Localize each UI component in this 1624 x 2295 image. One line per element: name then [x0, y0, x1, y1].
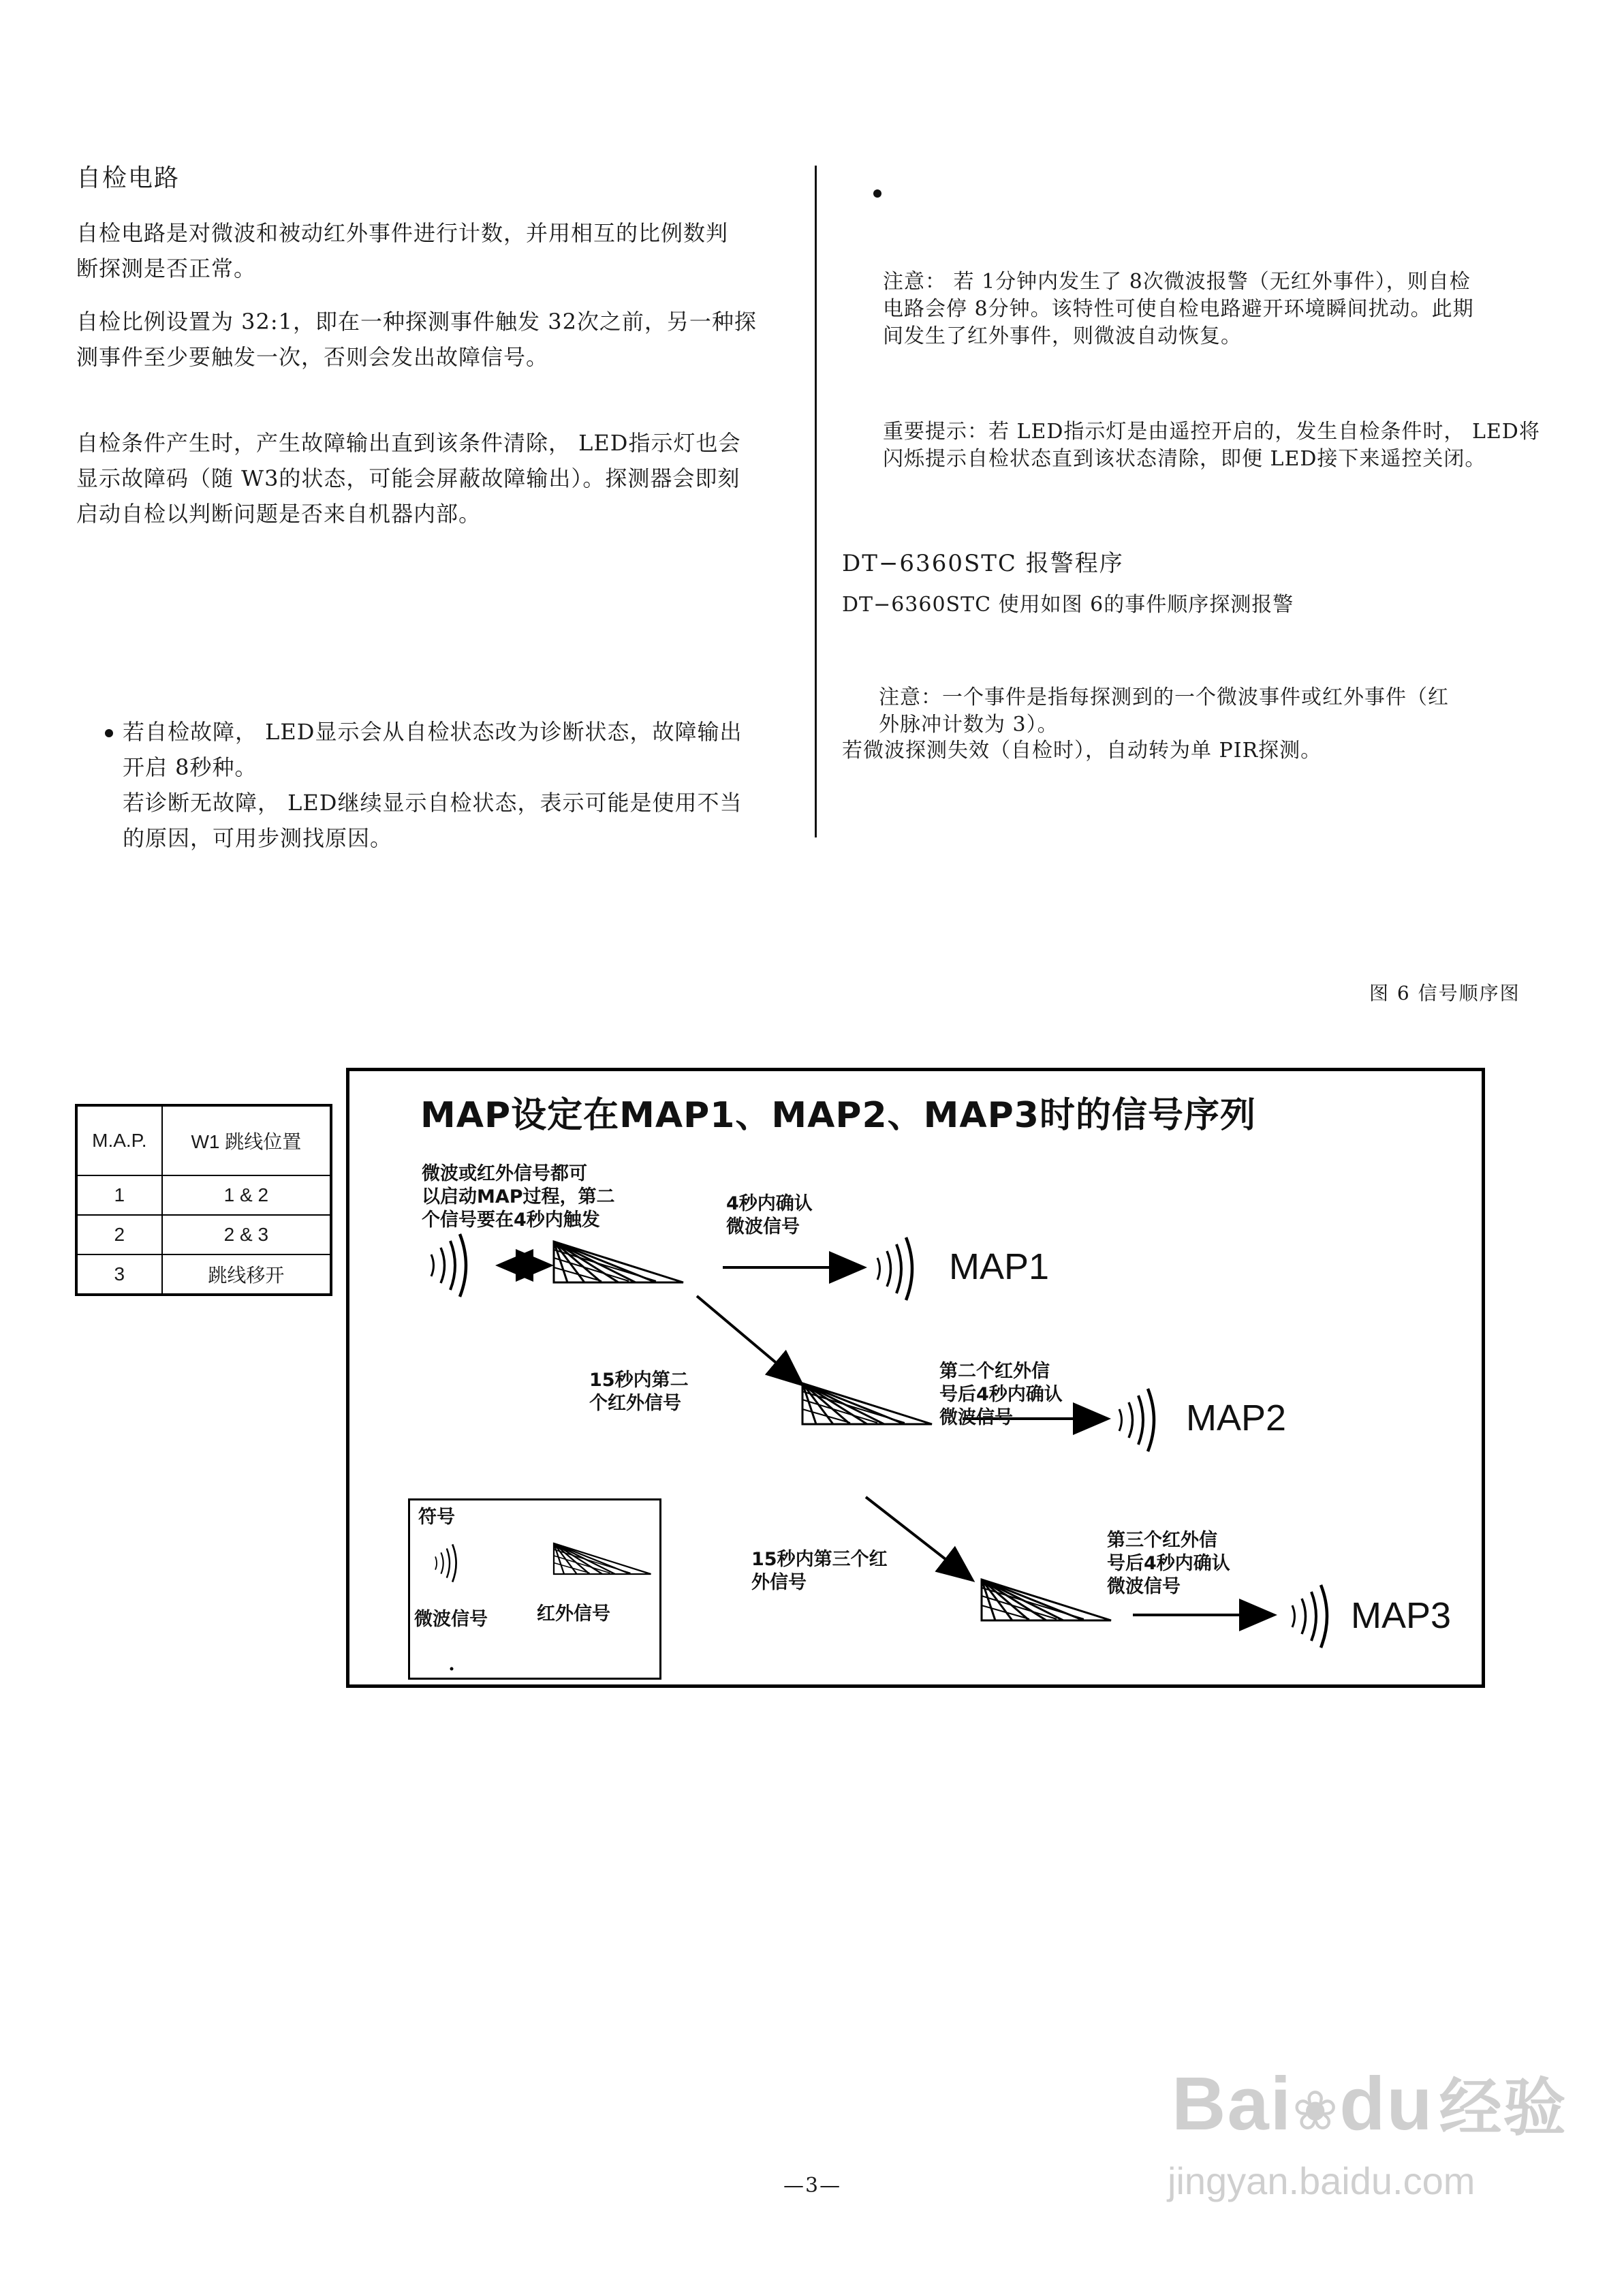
page-number: —3— — [783, 2174, 842, 2198]
text-line: 号后4秒内确认 — [939, 1384, 1063, 1405]
text-line: 测事件至少要触发一次，否则会发出故障信号。 — [76, 344, 549, 370]
microwave-signal-icon — [1119, 1389, 1154, 1451]
watermark-brand: du — [1339, 2062, 1434, 2146]
table-cell: 1 — [76, 1175, 162, 1215]
text-line: 以启动MAP过程，第二 — [422, 1186, 615, 1207]
table-cell: 3 — [76, 1254, 162, 1295]
diagram-note-second-ir — [589, 1369, 689, 1415]
text-line: 注意： 若 1分钟内发生了 8次微波报警（无红外事件），则自检 — [883, 270, 1471, 294]
watermark-brand: Bai — [1172, 2062, 1293, 2146]
diagram-note-map2 — [939, 1360, 1063, 1430]
signal-sequence-diagram — [346, 1068, 1485, 1688]
note-event — [879, 684, 1560, 739]
right-section — [842, 546, 1564, 623]
watermark-logo — [1172, 2058, 1567, 2148]
table-header: M.A.P. — [76, 1105, 162, 1175]
legend-infrared-label: 红外信号 — [537, 1603, 610, 1624]
diagram-note-start — [422, 1162, 615, 1232]
text-line: 间发生了红外事件，则微波自动恢复。 — [883, 324, 1242, 348]
left-para-1 — [76, 215, 798, 286]
text-line: 微波信号 — [1107, 1576, 1181, 1597]
map-jumper-table — [75, 1104, 332, 1296]
text-line: 重要提示：若 LED指示灯是由遥控开启的，发生自检条件时， LED将 — [883, 420, 1540, 444]
section-heading-self-test: 自检电路 — [76, 164, 181, 192]
diagram-title: MAP设定在MAP1、MAP2、MAP3时的信号序列 — [420, 1095, 1256, 1136]
paw-icon: ❀ — [1292, 2080, 1340, 2141]
bullet-icon — [105, 729, 113, 737]
text-line: 15秒内第三个红 — [751, 1549, 888, 1570]
figure-caption: 图 6 信号顺序图 — [1369, 982, 1520, 1004]
microwave-signal-icon — [1292, 1585, 1327, 1648]
text-line: 开启 8秒种。 — [123, 754, 257, 780]
pir-fallback-text — [842, 733, 1564, 769]
microwave-signal-icon — [877, 1237, 912, 1300]
text-line: 微波或红外信号都可 — [422, 1163, 587, 1184]
diagram-note-map3 — [1107, 1529, 1230, 1599]
table-cell: 2 — [76, 1215, 162, 1254]
microwave-signal-icon — [431, 1234, 466, 1297]
arrow — [697, 1296, 800, 1383]
text-line: 若自检故障， LED显示会从自检状态改为诊断状态，故障输出 — [123, 719, 743, 745]
left-column — [76, 161, 180, 196]
table-row — [76, 1175, 331, 1215]
text-line: 微波信号 — [726, 1216, 800, 1237]
diagram-note-confirm — [726, 1192, 813, 1239]
text-line: 15秒内第二 — [589, 1370, 689, 1391]
legend-title: 符号 — [418, 1507, 455, 1528]
text-line: 自检电路是对微波和被动红外事件进行计数，并用相互的比例数判 — [76, 220, 729, 246]
text-line: 闪烁提示自检状态直到该状态清除，即便 LED接下来遥控关闭。 — [883, 447, 1486, 471]
text-line: 个信号要在4秒内触发 — [422, 1210, 600, 1231]
table-cell: 1 & 2 — [162, 1175, 331, 1215]
text-line: 的原因，可用步测找原因。 — [123, 825, 393, 851]
text-line: 第三个红外信 — [1107, 1530, 1217, 1551]
bullet-item-no-fault — [123, 785, 804, 856]
text-line: 若诊断无故障， LED继续显示自检状态，表示可能是使用不当 — [123, 790, 743, 816]
text-line: 注意：一个事件是指每探测到的一个微波事件或红外事件（红 — [879, 686, 1449, 709]
text-line: 显示故障码（随 W3的状态，可能会屏蔽故障输出）。探测器会即刻 — [76, 465, 740, 491]
text-line: 电路会停 8分钟。该特性可使自检电路避开环境瞬间扰动。此期 — [883, 297, 1474, 321]
table-row — [76, 1215, 331, 1254]
text-line: 外脉冲计数为 3）。 — [879, 713, 1059, 737]
table-cell: 2 & 3 — [162, 1215, 331, 1254]
infrared-signal-icon — [982, 1580, 1111, 1620]
text-line: DT−6360STC 使用如图 6的事件顺序探测报警 — [842, 593, 1294, 617]
bullet-item-fault — [123, 714, 804, 785]
left-para-2 — [76, 304, 798, 375]
watermark-url: jingyan.baidu.com — [1168, 2159, 1475, 2202]
text-line: 号后4秒内确认 — [1107, 1553, 1230, 1574]
left-para-3 — [76, 425, 798, 532]
diagram-note-third-ir — [751, 1548, 888, 1595]
watermark-brand: 经验 — [1439, 2074, 1567, 2143]
column-divider — [815, 166, 817, 837]
legend-box — [408, 1498, 661, 1680]
text-line: 自检比例设置为 32:1，即在一种探测事件触发 32次之前，另一种探 — [76, 309, 757, 335]
table-cell: 跳线移开 — [162, 1254, 331, 1295]
note-self-test-shutdown — [883, 268, 1564, 350]
text-line: 若微波探测失效（自检时），自动转为单 PIR探测。 — [842, 739, 1322, 763]
map2-label: MAP2 — [1186, 1398, 1287, 1438]
text-line: 自检条件产生时，产生故障输出直到该条件清除， LED指示灯也会 — [76, 430, 741, 456]
section-heading-alarm: DT−6360STC 报警程序 — [842, 550, 1124, 577]
bullet-icon — [873, 189, 881, 198]
note-important — [883, 418, 1578, 473]
text-line: 微波信号 — [939, 1407, 1013, 1428]
infrared-signal-icon — [554, 1242, 683, 1282]
text-line: 外信号 — [751, 1572, 807, 1593]
table-header-row — [76, 1105, 331, 1175]
text-line: 断探测是否正常。 — [76, 256, 257, 281]
infrared-signal-icon — [802, 1383, 932, 1424]
text-line: 个红外信号 — [589, 1393, 681, 1414]
text-line: 4秒内确认 — [726, 1193, 813, 1214]
table-row — [76, 1254, 331, 1295]
text-line: 启动自检以判断问题是否来自机器内部。 — [76, 501, 482, 527]
table-header: W1 跳线位置 — [162, 1105, 331, 1175]
text-line: 第二个红外信 — [939, 1361, 1050, 1382]
legend-microwave-label: 微波信号 — [414, 1609, 488, 1630]
map3-label: MAP3 — [1351, 1595, 1452, 1636]
map1-label: MAP1 — [949, 1246, 1050, 1287]
